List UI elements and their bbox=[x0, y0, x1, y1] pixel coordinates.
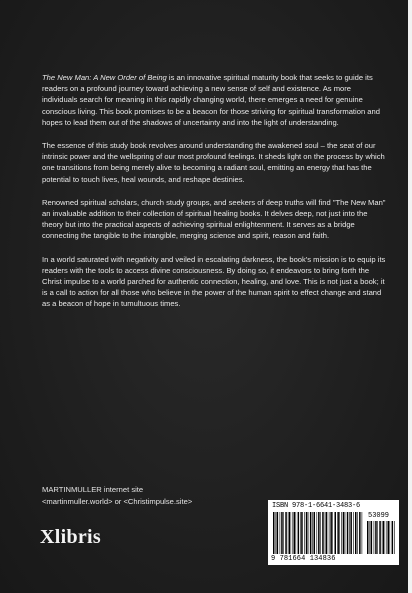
barcode-bar bbox=[273, 512, 275, 554]
barcode-bar bbox=[304, 512, 305, 554]
barcode-bar bbox=[375, 521, 377, 554]
page-edge bbox=[408, 0, 412, 593]
barcode-bar bbox=[294, 512, 296, 554]
price-addon-digits: 53099 bbox=[368, 512, 390, 520]
barcode-bar bbox=[301, 512, 303, 554]
ean-barcode-bars bbox=[273, 512, 364, 554]
blurb-paragraph-4: In a world saturated with negativity and veiled in escalating darkness, the book's mission is to equip its readers with the tools to access divine consciousness. By doing so, it endeavors to bring forth the Christ impulse to a world parched for authentic connection, healing, and love. This is not just a book; it is a call to action for all those who believe in the power of the human spirit to effect change and stand as a beacon of hope in tumultuous times. bbox=[42, 254, 386, 309]
barcode-bar bbox=[392, 521, 394, 554]
barcode-bar bbox=[374, 521, 375, 554]
barcode-bar bbox=[370, 521, 371, 554]
barcode-bar bbox=[292, 512, 293, 554]
barcode-bar bbox=[359, 512, 361, 554]
author-website bbox=[42, 484, 262, 508]
barcode-bar bbox=[318, 512, 320, 554]
barcode-bar bbox=[325, 512, 326, 554]
blurb-paragraph-2: The essence of this study book revolves around understanding the awakened soul – the seat of our intrinsic power and the wellspring of our most profound feelings. It sheds light on the process by which one transitions from being merely alive to becoming a radiant soul, emitting an energy that has the potential to touch lives, heal wounds, and reshape destinies. bbox=[42, 141, 385, 184]
barcode-bar bbox=[306, 512, 308, 554]
barcode-bar bbox=[314, 512, 316, 554]
barcode-bar bbox=[355, 512, 357, 554]
website-line-1: MARTINMULLER internet site bbox=[42, 485, 144, 494]
barcode-bar bbox=[383, 521, 385, 554]
barcode-bar bbox=[332, 512, 333, 554]
barcode-bar bbox=[296, 512, 297, 554]
barcode-bar bbox=[343, 512, 345, 554]
barcode-bar bbox=[285, 512, 287, 554]
blurb-paragraph-3: Renowned spiritual scholars, church study groups, and seekers of deep truths will find "The New Man" an invaluable addition to their collection of spiritual healing books. It delves deep, not just into the theory but into the practical aspects of achieving spiritual enlightenment. It serves as a bridge connecting the tangible to the intangible, merging science and spirit, reason and faith. bbox=[42, 197, 386, 241]
book-title: The New Man: A New Order of Being bbox=[42, 73, 167, 82]
barcode-bar bbox=[388, 521, 390, 554]
barcode-bar bbox=[349, 512, 350, 554]
barcode-bar bbox=[347, 512, 349, 554]
blurb-paragraph-1 bbox=[42, 72, 388, 128]
barcode-bar bbox=[310, 512, 312, 554]
barcode-bar bbox=[367, 521, 369, 554]
barcode-bar bbox=[298, 512, 300, 554]
barcode-bar bbox=[326, 512, 328, 554]
barcode-bar bbox=[390, 521, 391, 554]
barcode-bar bbox=[281, 512, 283, 554]
barcode-bar bbox=[330, 512, 332, 554]
barcode-bar bbox=[345, 512, 346, 554]
barcode-bar bbox=[280, 512, 281, 554]
barcode-bar bbox=[308, 512, 309, 554]
barcode-bar bbox=[371, 521, 373, 554]
barcode-bar bbox=[386, 521, 387, 554]
barcode-bar bbox=[320, 512, 321, 554]
barcode-bar bbox=[382, 521, 383, 554]
publisher-logo: Xlibris bbox=[40, 526, 101, 548]
website-line-2: <martinmuller.world> or <Christimpulse.site> bbox=[42, 497, 193, 506]
barcode-bar bbox=[312, 512, 313, 554]
barcode-bar bbox=[353, 512, 354, 554]
addon-barcode-bars bbox=[367, 521, 395, 554]
barcode-bar bbox=[317, 512, 318, 554]
barcode-bar bbox=[276, 512, 277, 554]
barcode-bar bbox=[338, 512, 340, 554]
barcode bbox=[268, 500, 399, 565]
barcode-bar bbox=[283, 512, 284, 554]
barcode-bar bbox=[337, 512, 338, 554]
barcode-bar bbox=[350, 512, 352, 554]
barcode-bar bbox=[277, 512, 279, 554]
blurb-paragraph-1-body: is an innovative spiritual maturity book that seeks to guide its readers on a profound journey toward achieving a new sense of self and existence. As more individuals search for meaning in this rapidly changing world, there emerges a need for genuine conscious living. This book promises to be a beacon for those striving for spiritual transformation and hopes to lead them out of the shadows of uncertainty and into the light of understanding. bbox=[42, 73, 380, 127]
isbn-label: ISBN 978-1-6641-3483-6 bbox=[272, 502, 361, 510]
barcode-bar bbox=[289, 512, 291, 554]
ean-digits: 9 781664 134836 bbox=[271, 555, 336, 563]
barcode-bar bbox=[341, 512, 342, 554]
barcode-bar bbox=[288, 512, 289, 554]
barcode-bar bbox=[329, 512, 330, 554]
barcode-bar bbox=[335, 512, 337, 554]
barcode-bar bbox=[379, 521, 381, 554]
barcode-bar bbox=[300, 512, 301, 554]
barcode-bar bbox=[394, 521, 395, 554]
barcode-bar bbox=[357, 512, 358, 554]
barcode-bar bbox=[362, 512, 363, 554]
barcode-bar bbox=[322, 512, 324, 554]
blurb-text bbox=[42, 72, 388, 322]
barcode-bar bbox=[377, 521, 378, 554]
